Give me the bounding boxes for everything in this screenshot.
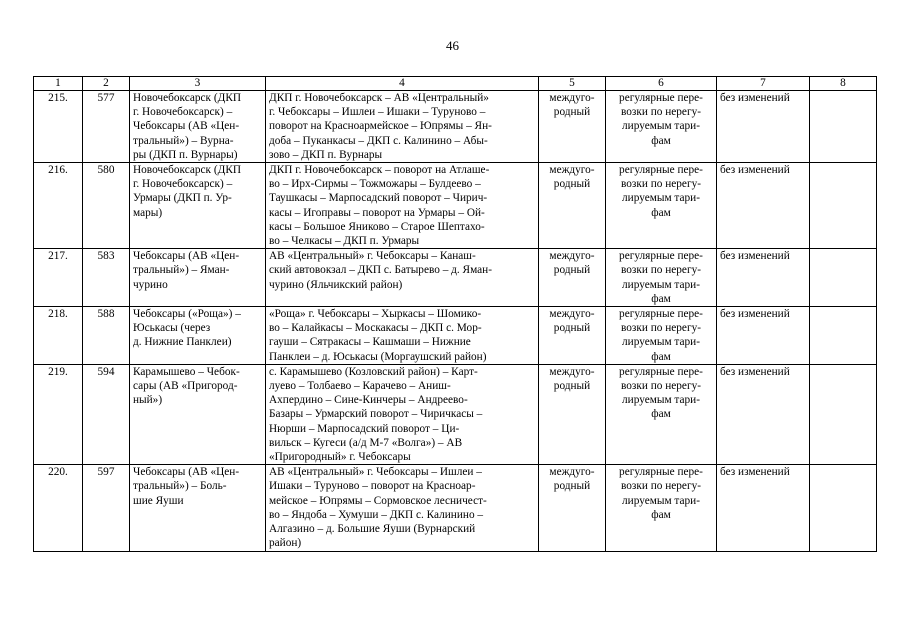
route-number: 580	[83, 163, 130, 249]
routes-table	[33, 76, 877, 552]
change-status: без изменений	[720, 164, 790, 177]
transport-mode: регулярные пере- возки по нерегу- лируемым тари- фам	[619, 308, 703, 363]
header-row	[34, 77, 877, 91]
column-header: 6	[606, 77, 717, 91]
row-index: 219.	[34, 364, 83, 464]
row-index: 215.	[34, 91, 83, 163]
route-endpoints: Карамышево – Чебок- сары (АВ «Пригород- ный»)	[133, 365, 240, 407]
route-endpoints: Новочебоксарск (ДКП г. Новочебоксарск) – Урмары (ДКП п. Ур- мары)	[133, 164, 242, 219]
route-endpoints: Новочебоксарск (ДКП г. Новочебоксарск) – Чебоксары (АВ «Цен- тральный») – Вурна- ры (ДКП п. Вурнары)	[133, 92, 242, 161]
change-status: без изменений	[720, 308, 790, 321]
route-type: междуго- родный	[549, 164, 595, 191]
table-row	[34, 307, 877, 365]
table-row	[34, 465, 877, 551]
route-type: междуго- родный	[549, 365, 595, 393]
route-endpoints: Чебоксары (АВ «Цен- тральный») – Яман- чурино	[133, 250, 240, 291]
transport-mode: регулярные пере- возки по нерегу- лируемым тари- фам	[619, 250, 703, 305]
transport-mode: регулярные пере- возки по нерегу- лируемым тари- фам	[619, 365, 703, 421]
extra-cell	[810, 249, 877, 307]
route-path: ДКП г. Новочебоксарск – АВ «Центральный» г. Чебоксары – Ишлеи – Ишаки – Туруново – поворот на Красноармейское – Юпрямы – Ян- доба – Пуканкасы – ДКП с. Калинино – Абы- зово – ДКП п. Вурнары	[269, 92, 492, 161]
route-number: 583	[83, 249, 130, 307]
table-row	[34, 91, 877, 163]
column-header: 8	[810, 77, 877, 91]
route-path: ДКП г. Новочебоксарск – поворот на Атлаше- во – Ирх-Сирмы – Тожможары – Булдеево – Таушкасы – Марпосадский поворот – Чирич- касы – Игоправы – поворот на Урмары – Ой- касы – Большое Яниково – Старое Шептахо- во – Челкасы – ДКП п. Урмары	[269, 164, 490, 248]
route-number: 588	[83, 307, 130, 365]
transport-mode: регулярные пере- возки по нерегу- лируемым тари- фам	[619, 92, 703, 147]
column-header: 5	[539, 77, 606, 91]
change-status: без изменений	[720, 466, 790, 479]
row-index: 216.	[34, 163, 83, 249]
transport-mode: регулярные пере- возки по нерегу- лируемым тари- фам	[619, 466, 703, 521]
route-path: с. Карамышево (Козловский район) – Карт- луево – Толбаево – Карачево – Аниш- Ахпердино – Сине-Кинчеры – Андреево- Базары – Урмарский поворот – Чиричкасы – Нюрши – Марпосадский поворот – Ци- вильск – Кугеси (а/д М-7 «Волга») – АВ «Пригородный» г. Чебоксары	[269, 365, 483, 464]
route-endpoints: Чебоксары (АВ «Цен- тральный») – Боль- шие Яуши	[133, 466, 240, 507]
extra-cell	[810, 307, 877, 365]
route-type: междуго- родный	[549, 466, 595, 493]
transport-mode: регулярные пере- возки по нерегу- лируемым тари- фам	[619, 164, 703, 219]
change-status: без изменений	[720, 365, 790, 378]
change-status: без изменений	[720, 92, 790, 104]
column-header: 1	[34, 77, 83, 91]
row-index: 220.	[34, 465, 83, 551]
page-number: 46	[446, 38, 459, 53]
route-path: АВ «Центральный» г. Чебоксары – Ишлеи – Ишаки – Туруново – поворот на Красноар- мейское – Юпрямы – Сормовское лесничест- во – Яндоба – Хумуши – ДКП с. Калинино – Алгазино – д. Большие Яуши (Вурнарский район)	[269, 466, 487, 550]
table-row	[34, 364, 877, 464]
route-path: АВ «Центральный» г. Чебоксары – Канаш- ский автовокзал – ДКП с. Батырево – д. Яман- чурино (Яльчикский район)	[269, 250, 492, 291]
extra-cell	[810, 465, 877, 551]
column-header: 7	[717, 77, 810, 91]
route-path: «Роща» г. Чебоксары – Хыркасы – Шомико- во – Калайкасы – Москакасы – ДКП с. Мор- гауши – Сятракасы – Кашмаши – Нижние Панклеи – д. Юськасы (Моргаушский район)	[269, 308, 487, 363]
row-index: 218.	[34, 307, 83, 365]
route-type: междуго- родный	[549, 308, 595, 335]
extra-cell	[810, 91, 877, 163]
change-status: без изменений	[720, 250, 790, 263]
route-endpoints: Чебоксары («Роща») – Юськасы (через д. Нижние Панклеи)	[133, 308, 241, 349]
route-number: 597	[83, 465, 130, 551]
row-index: 217.	[34, 249, 83, 307]
route-type: междуго- родный	[549, 250, 595, 277]
route-number: 577	[83, 91, 130, 163]
route-type: междуго- родный	[549, 92, 595, 119]
column-header: 4	[266, 77, 539, 91]
table-row	[34, 163, 877, 249]
column-header: 2	[83, 77, 130, 91]
extra-cell	[810, 364, 877, 464]
column-header: 3	[130, 77, 266, 91]
extra-cell	[810, 163, 877, 249]
route-number: 594	[83, 364, 130, 464]
table-row	[34, 249, 877, 307]
